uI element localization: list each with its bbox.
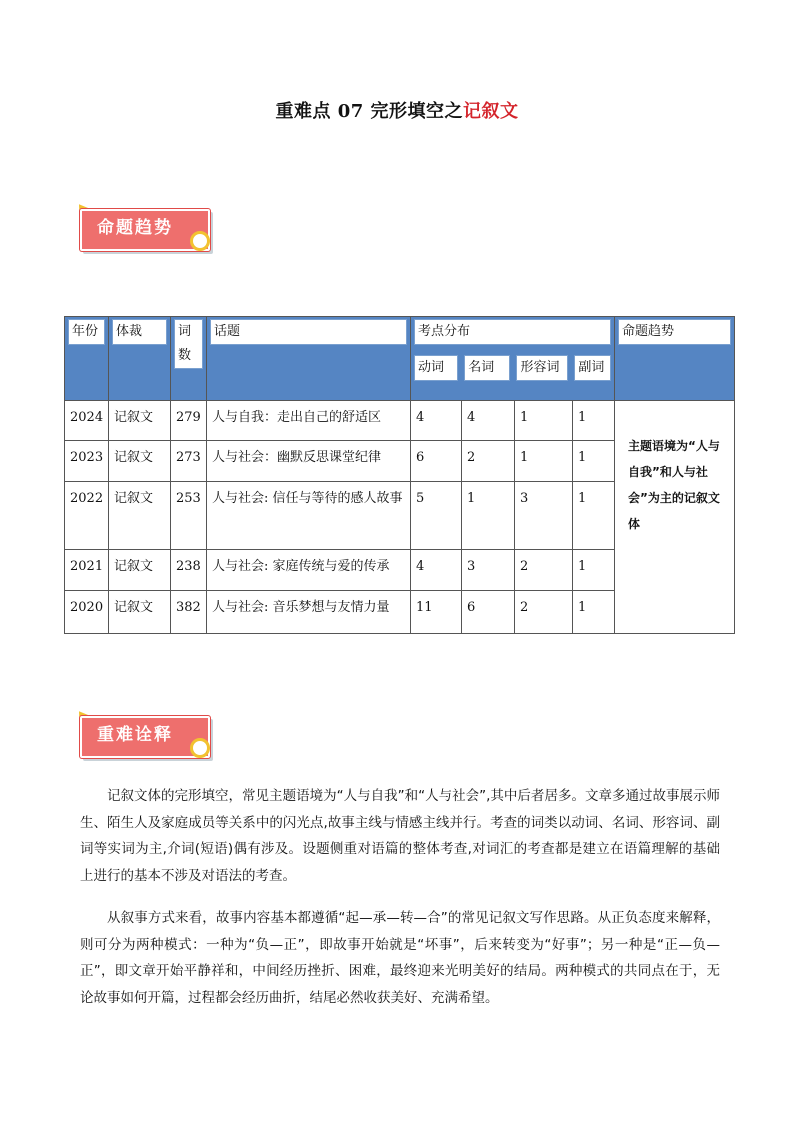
- table-row: 2024 记叙文 279 人与自我：走出自己的舒适区 4 4 1 1 主题语境为“人与自我”和人与社会”为主的记叙文体: [65, 401, 735, 441]
- table-row: 2020 记叙文 382 人与社会: 音乐梦想与友情力量 11 6 2 1: [65, 591, 735, 634]
- paragraph-1: 记叙文体的完形填空，常见主题语境为“人与自我”和“人与社会”,其中后者居多。文章多通过故事展示师生、陌生人及家庭成员等关系中的闪光点,故事主线与情感主线并行。考查的词类以动词、名词、形容词、副词等实词为主,介词(短语)偶有涉及。设题侧重对语篇的整体考查,对词汇的考查都是建立在语篇理解的基础上进行的基本不涉及对语法的考查。: [80, 788, 720, 884]
- table-row: 2022 记叙文 253 人与社会: 信任与等待的感人故事 5 1 3 1: [65, 482, 735, 550]
- section-label: 重难诠释: [97, 725, 173, 745]
- section-badge-explanation: [72, 710, 214, 760]
- header-trend: 命题趋势: [618, 319, 731, 345]
- trend-summary: 主题语境为“人与自我”和人与社会”为主的记叙文体: [628, 439, 720, 531]
- header-words: 词数: [174, 319, 203, 369]
- header-adj: 形容词: [516, 355, 568, 381]
- header-year: 年份: [68, 319, 105, 345]
- header-verb: 动词: [414, 355, 458, 381]
- header-topic: 话题: [210, 319, 407, 345]
- ring-icon: [190, 231, 210, 251]
- table-row: 2023 记叙文 273 人与社会：幽默反思课堂纪律 6 2 1 1: [65, 441, 735, 482]
- title-prefix: 重难点 07 完形填空之: [275, 101, 464, 122]
- section-badge-trend: [72, 203, 214, 253]
- header-distribution: 考点分布: [414, 319, 611, 345]
- trend-table: [64, 316, 735, 634]
- title-highlight: 记叙文: [463, 101, 519, 122]
- table-row: 2021 记叙文 238 人与社会: 家庭传统与爱的传承 4 3 2 1: [65, 550, 735, 591]
- paragraph-2: 从叙事方式来看，故事内容基本都遵循“起—承—转—合”的常见记叙文写作思路。从正负态度来解释，则可分为两种模式：一种为“负—正”，即故事开始就是“坏事”，后来转变为“好事”；另一种是“正—负—正”，即文章开始平静祥和，中间经历挫折、困难，最终迎来光明美好的结局。两种模式的共同点在于，无论故事如何开篇，过程都会经历曲折，结尾必然收获美好、充满希望。: [80, 910, 720, 1006]
- section-label: 命题趋势: [97, 218, 173, 238]
- page-title: [0, 97, 794, 123]
- ring-icon: [190, 738, 210, 758]
- header-noun: 名词: [464, 355, 510, 381]
- table-header-row: [65, 317, 735, 401]
- header-genre: 体裁: [112, 319, 167, 345]
- header-adv: 副词: [574, 355, 611, 381]
